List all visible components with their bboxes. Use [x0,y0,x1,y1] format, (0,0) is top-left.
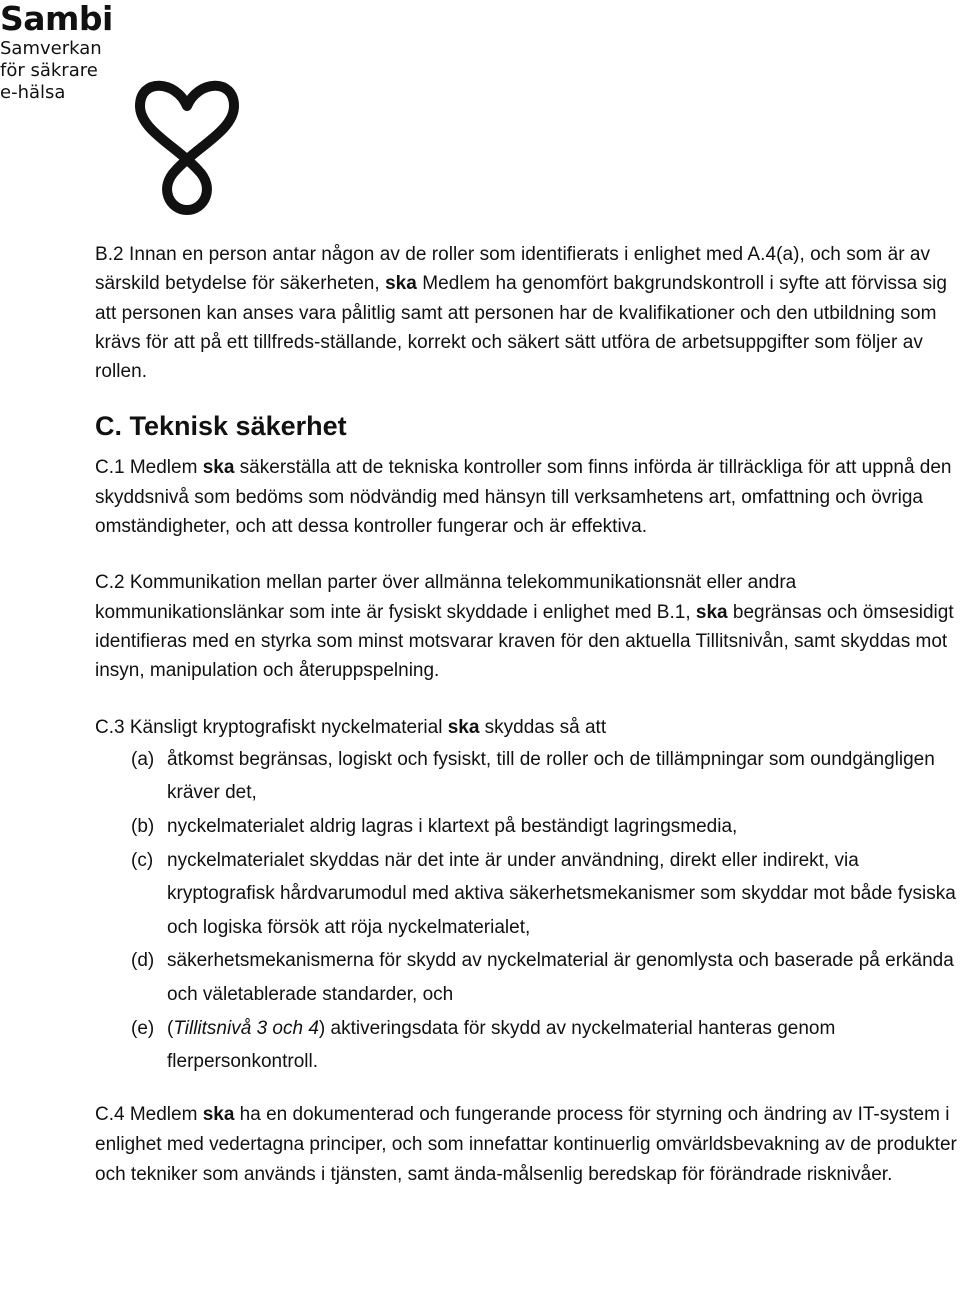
c2-ska-bold: ska [695,601,728,623]
list-item [95,810,959,844]
section-heading: C. Teknisk säkerhet [95,411,347,442]
c3-ska-bold: ska [447,716,480,738]
paragraph-b2 [95,240,959,386]
b2-text-end: Medlem ha genomfört bakgrundskontroll i syfte att förvissa sig att personen kan anses vara pålitlig samt att personen har de kvalifikationer och den utbildning som krävs för att på ett tillfreds-ställande, korrekt och säkert sätt utföra de arbetsuppgifter som följer av rollen. [95,273,948,383]
logo-line-3: e-hälsa [0,82,66,103]
list-item-text: nyckelmaterialet skyddas när det inte är under användning, direkt eller indirekt, via kryptografisk hårdvarumodul med aktiva säkerhetsmekanismer som skyddar mot både fysiska och logiska försök att röja nyckelmaterialet, [167,849,956,938]
list-item [95,743,959,810]
paragraph-c4 [95,1100,959,1190]
logo-line-2: för säkrare [0,60,98,81]
c1-text-start: C.1 Medlem [95,457,203,479]
list-item [95,944,959,1011]
list-item-label: (e) [131,1017,155,1039]
c2-text-start: C.2 Kommunikation mellan parter över allmänna telekommunikationsnät eller andra kommunikationslänkar som inte är fysiskt skyddade i enlighet med B.1, [95,572,797,623]
list-item-text: ) aktiveringsdata för skydd av nyckelmaterial hanteras genom flerpersonkontroll. [167,1017,836,1073]
list-item-label: (b) [131,816,155,838]
c4-text-end: ha en dokumenterad och fungerande process för styrning och ändring av IT-system i enlighet med vedertagna principer, och som innefattar kontinuerlig omvärldsbevakning av de produkter och tekniker som används i tjänsten, samt ända-målsenlig beredskap för förändrade risknivåer. [95,1103,957,1185]
b2-text-start: B.2 Innan en person antar någon av de roller som identifierats i enlighet med A.4(a), och som är av särskild betydelse för säkerheten, [95,244,931,295]
paragraph-c2 [95,568,959,685]
c4-ska-bold: ska [202,1103,235,1125]
c3-text-start: C.3 Känsligt kryptografiskt nyckelmaterial [95,716,448,738]
list-item [95,1012,959,1079]
c4-text-start: C.4 Medlem [95,1103,203,1125]
c1-text-end: säkerställa att de tekniska kontroller som finns införda är tillräckliga för att uppnå den skyddsnivå som bedöms som nödvändig med hänsyn till verksamhetens art, omfattning och övriga omständigheter, och att dessa kontroller fungerar och är effektiva. [95,457,952,538]
list-item-text: säkerhetsmekanismerna för skydd av nyckelmaterial är genomlysta och baserade på erkända och väletablerade standarder, och [167,950,954,1006]
logo-line-1: Samverkan [0,38,102,59]
document-body [95,240,959,1190]
list-item-label: (a) [131,748,155,770]
list-item-label: (d) [131,950,155,972]
heart-knot-logo-icon [132,38,242,218]
list-item-italic: Tillitsnivå 3 och 4 [173,1017,319,1039]
list-item-paren: ( [167,1017,174,1039]
sambi-logo-text [0,0,113,104]
c3-list [95,743,959,1079]
paragraph-c1 [95,453,959,541]
list-item-text: åtkomst begränsas, logiskt och fysiskt, till de roller och de tillämpningar som oundgängligen kräver det, [167,748,935,804]
paragraph-c3 [95,713,959,742]
c1-ska-bold: ska [202,457,235,479]
list-item-text: nyckelmaterialet aldrig lagras i klartext på beständigt lagringsmedia, [167,816,738,838]
c3-text-end: skyddas så att [479,716,607,738]
b2-ska-bold: ska [385,273,417,295]
list-item-label: (c) [131,849,154,871]
c2-text-end: begränsas och ömsesidigt identifieras med en styrka som minst motsvarar kraven för den aktuella Tillitsnivån, samt skyddas mot insyn, manipulation och återuppspelning. [95,601,954,682]
list-item [95,844,959,945]
logo-title: Sambi [0,0,113,38]
